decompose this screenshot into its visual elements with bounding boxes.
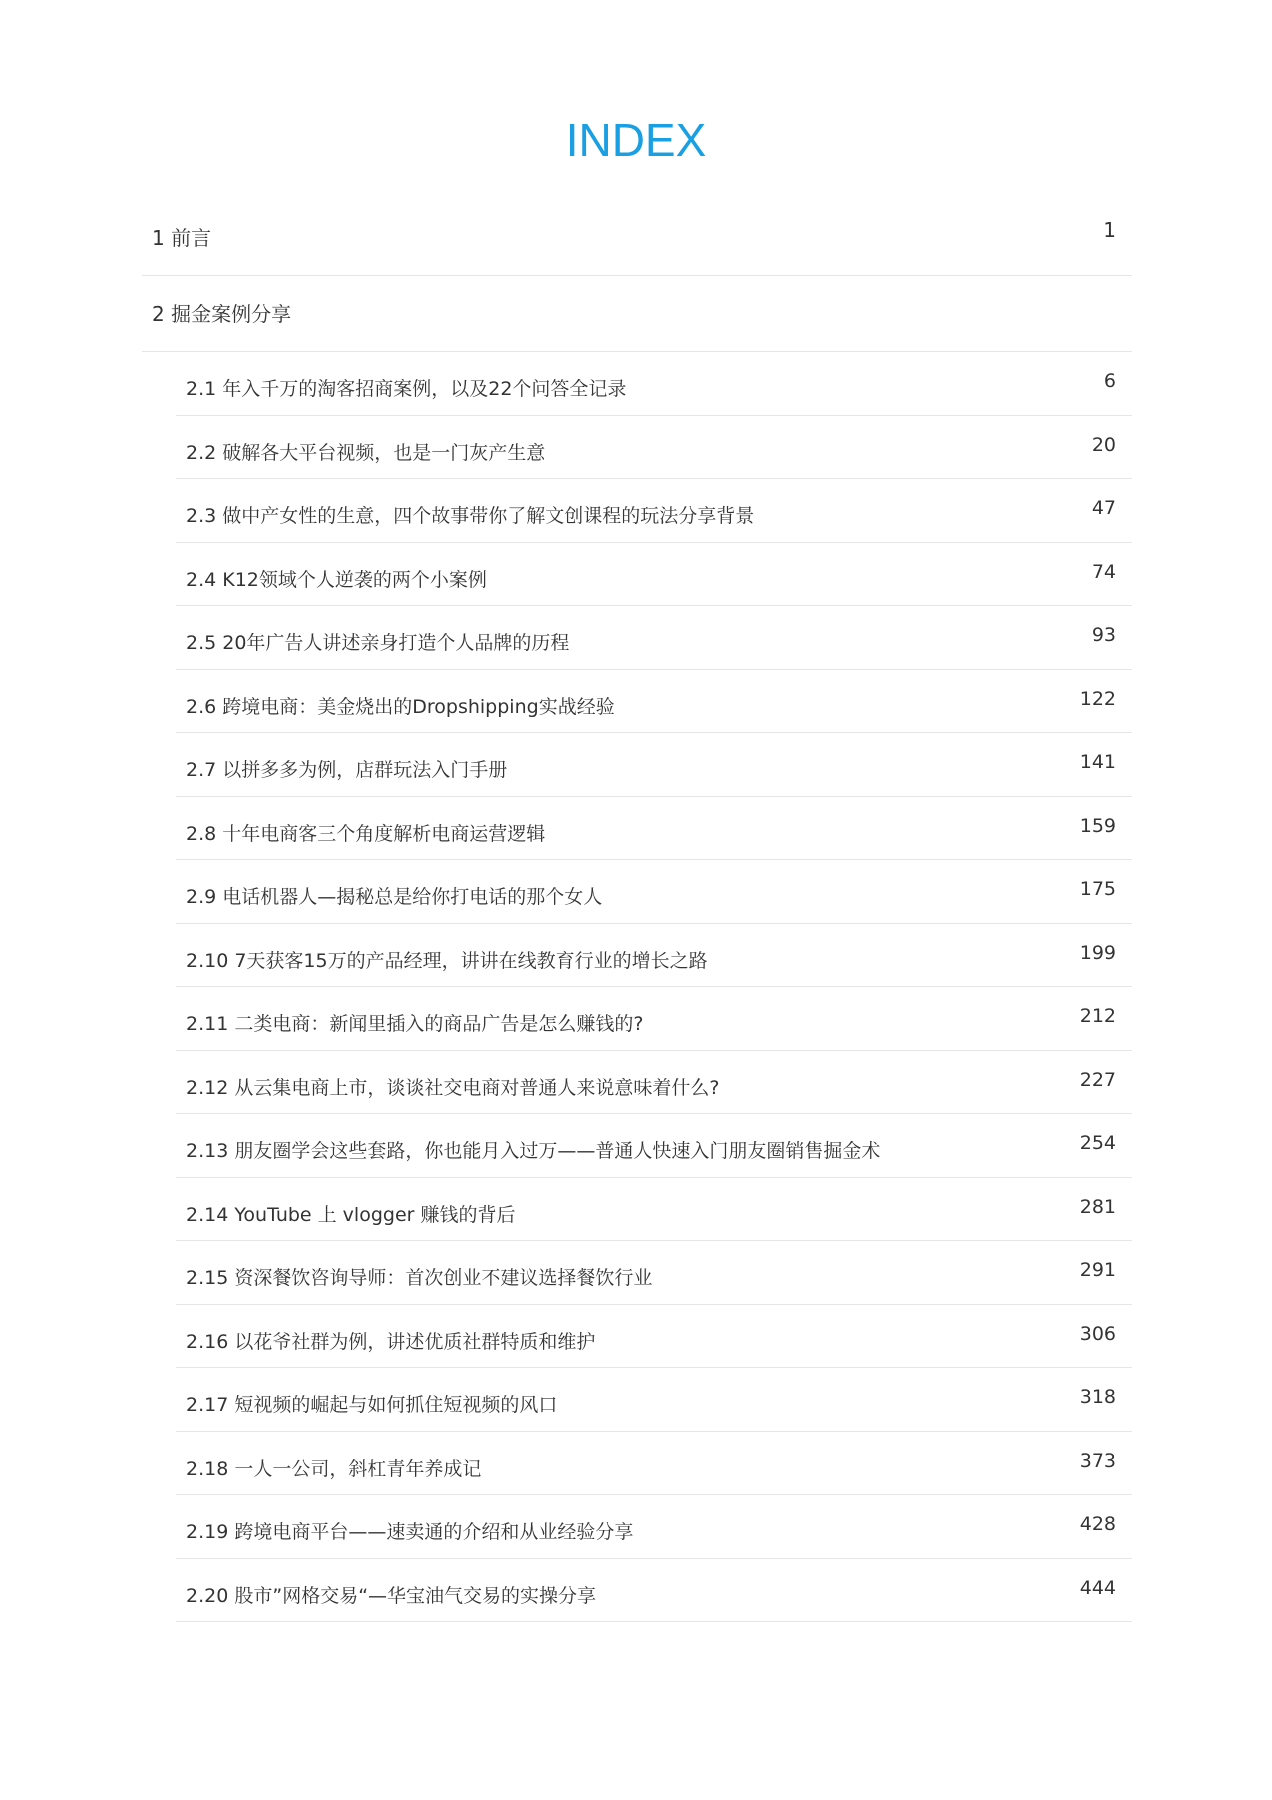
toc-subsection-entry[interactable] [176,670,1132,734]
toc-entry-case-studies[interactable] [142,276,1132,352]
toc-entry-page: 20 [1091,433,1116,456]
toc-entry-page: 199 [1079,941,1116,964]
toc-subsection-entry[interactable] [176,543,1132,607]
toc-subsection-entry[interactable] [176,1368,1132,1432]
toc-subsection-entry[interactable] [176,733,1132,797]
toc-entry-page: 122 [1079,687,1116,710]
toc-subsection-entry[interactable] [176,1559,1132,1623]
toc-entry-page: 306 [1079,1322,1116,1345]
toc-subsection-entry[interactable] [176,416,1132,480]
toc-entry-page: 47 [1091,497,1116,519]
toc-subsection-entry[interactable] [176,1241,1132,1305]
toc-entry-page: 159 [1079,814,1116,837]
toc-entry-label: 2.20 股市”网格交易“—华宝油气交易的实操分享 [186,1584,597,1607]
toc-entry-label: 2.1 年入千万的淘客招商案例，以及22个问答全记录 [186,378,627,400]
toc-subsection-list [176,352,1132,1622]
toc-entry-page: 141 [1079,751,1116,773]
toc-entry-page: 93 [1091,624,1116,646]
toc-entry-label: 2.2 破解各大平台视频，也是一门灰产生意 [186,441,546,464]
toc-subsection-entry[interactable] [176,1305,1132,1369]
toc-entry-label: 2.12 从云集电商上市，谈谈社交电商对普通人来说意味着什么? [186,1076,720,1099]
toc-entry-page: 6 [1103,370,1116,392]
toc-entry-page: 373 [1079,1449,1116,1472]
toc-entry-label: 2.16 以花爷社群为例，讲述优质社群特质和维护 [186,1330,596,1353]
toc-entry-page: 444 [1079,1576,1116,1599]
toc-entry-page: 212 [1079,1005,1116,1027]
toc-entry-page: 254 [1079,1132,1116,1154]
toc-entry-label: 2.6 跨境电商：美金烧出的Dropshipping实战经验 [186,695,615,718]
toc-entry-page: 281 [1079,1195,1116,1218]
toc-entry-label: 2 掘金案例分享 [152,302,292,326]
toc-entry-page: 74 [1091,560,1116,583]
toc-subsection-entry[interactable] [176,606,1132,670]
toc-entry-label: 2.4 K12领域个人逆袭的两个小案例 [186,568,487,591]
toc-entry-page: 428 [1079,1513,1116,1535]
toc-entry-label: 2.19 跨境电商平台——速卖通的介绍和从业经验分享 [186,1521,634,1543]
toc-entry-label: 2.13 朋友圈学会这些套路，你也能月入过万——普通人快速入门朋友圈销售掘金术 [186,1140,881,1162]
toc-subsection-entry[interactable] [176,479,1132,543]
toc-entry-page: 318 [1079,1386,1116,1408]
toc-entry-label: 2.14 YouTube 上 vlogger 赚钱的背后 [186,1203,516,1226]
toc-entry-label: 2.5 20年广告人讲述亲身打造个人品牌的历程 [186,632,570,654]
page-title: INDEX [565,114,707,166]
toc-subsection-entry[interactable] [176,1495,1132,1559]
toc-subsection-entry[interactable] [176,352,1132,416]
toc-entry-page: 1 [1103,218,1116,242]
toc-entry-label: 2.18 一人一公司，斜杠青年养成记 [186,1457,482,1480]
toc-subsection-entry[interactable] [176,860,1132,924]
toc-entry-page: 291 [1079,1259,1116,1281]
toc-entry-preface[interactable] [142,200,1132,276]
toc-entry-label: 2.17 短视频的崛起与如何抓住短视频的风口 [186,1394,558,1416]
toc-entry-label: 2.9 电话机器人—揭秘总是给你打电话的那个女人 [186,886,603,908]
toc-entry-label: 2.7 以拼多多为例，店群玩法入门手册 [186,759,508,781]
toc-entry-label: 1 前言 [152,226,212,250]
toc-subsection-entry[interactable] [176,924,1132,988]
toc-subsection-entry[interactable] [176,1114,1132,1178]
toc-subsection-entry[interactable] [176,987,1132,1051]
toc-subsection-entry[interactable] [176,797,1132,861]
toc-entry-label: 2.15 资深餐饮咨询导师：首次创业不建议选择餐饮行业 [186,1267,653,1289]
toc-subsection-entry[interactable] [176,1178,1132,1242]
toc-entry-label: 2.3 做中产女性的生意，四个故事带你了解文创课程的玩法分享背景 [186,505,755,527]
table-of-contents [142,200,1132,1622]
toc-entry-label: 2.11 二类电商：新闻里插入的商品广告是怎么赚钱的? [186,1013,644,1035]
toc-entry-label: 2.8 十年电商客三个角度解析电商运营逻辑 [186,822,546,845]
toc-entry-page: 175 [1079,878,1116,900]
toc-subsection-entry[interactable] [176,1432,1132,1496]
toc-entry-label: 2.10 7天获客15万的产品经理，讲讲在线教育行业的增长之路 [186,949,708,972]
toc-entry-page: 227 [1079,1068,1116,1091]
toc-subsection-entry[interactable] [176,1051,1132,1115]
